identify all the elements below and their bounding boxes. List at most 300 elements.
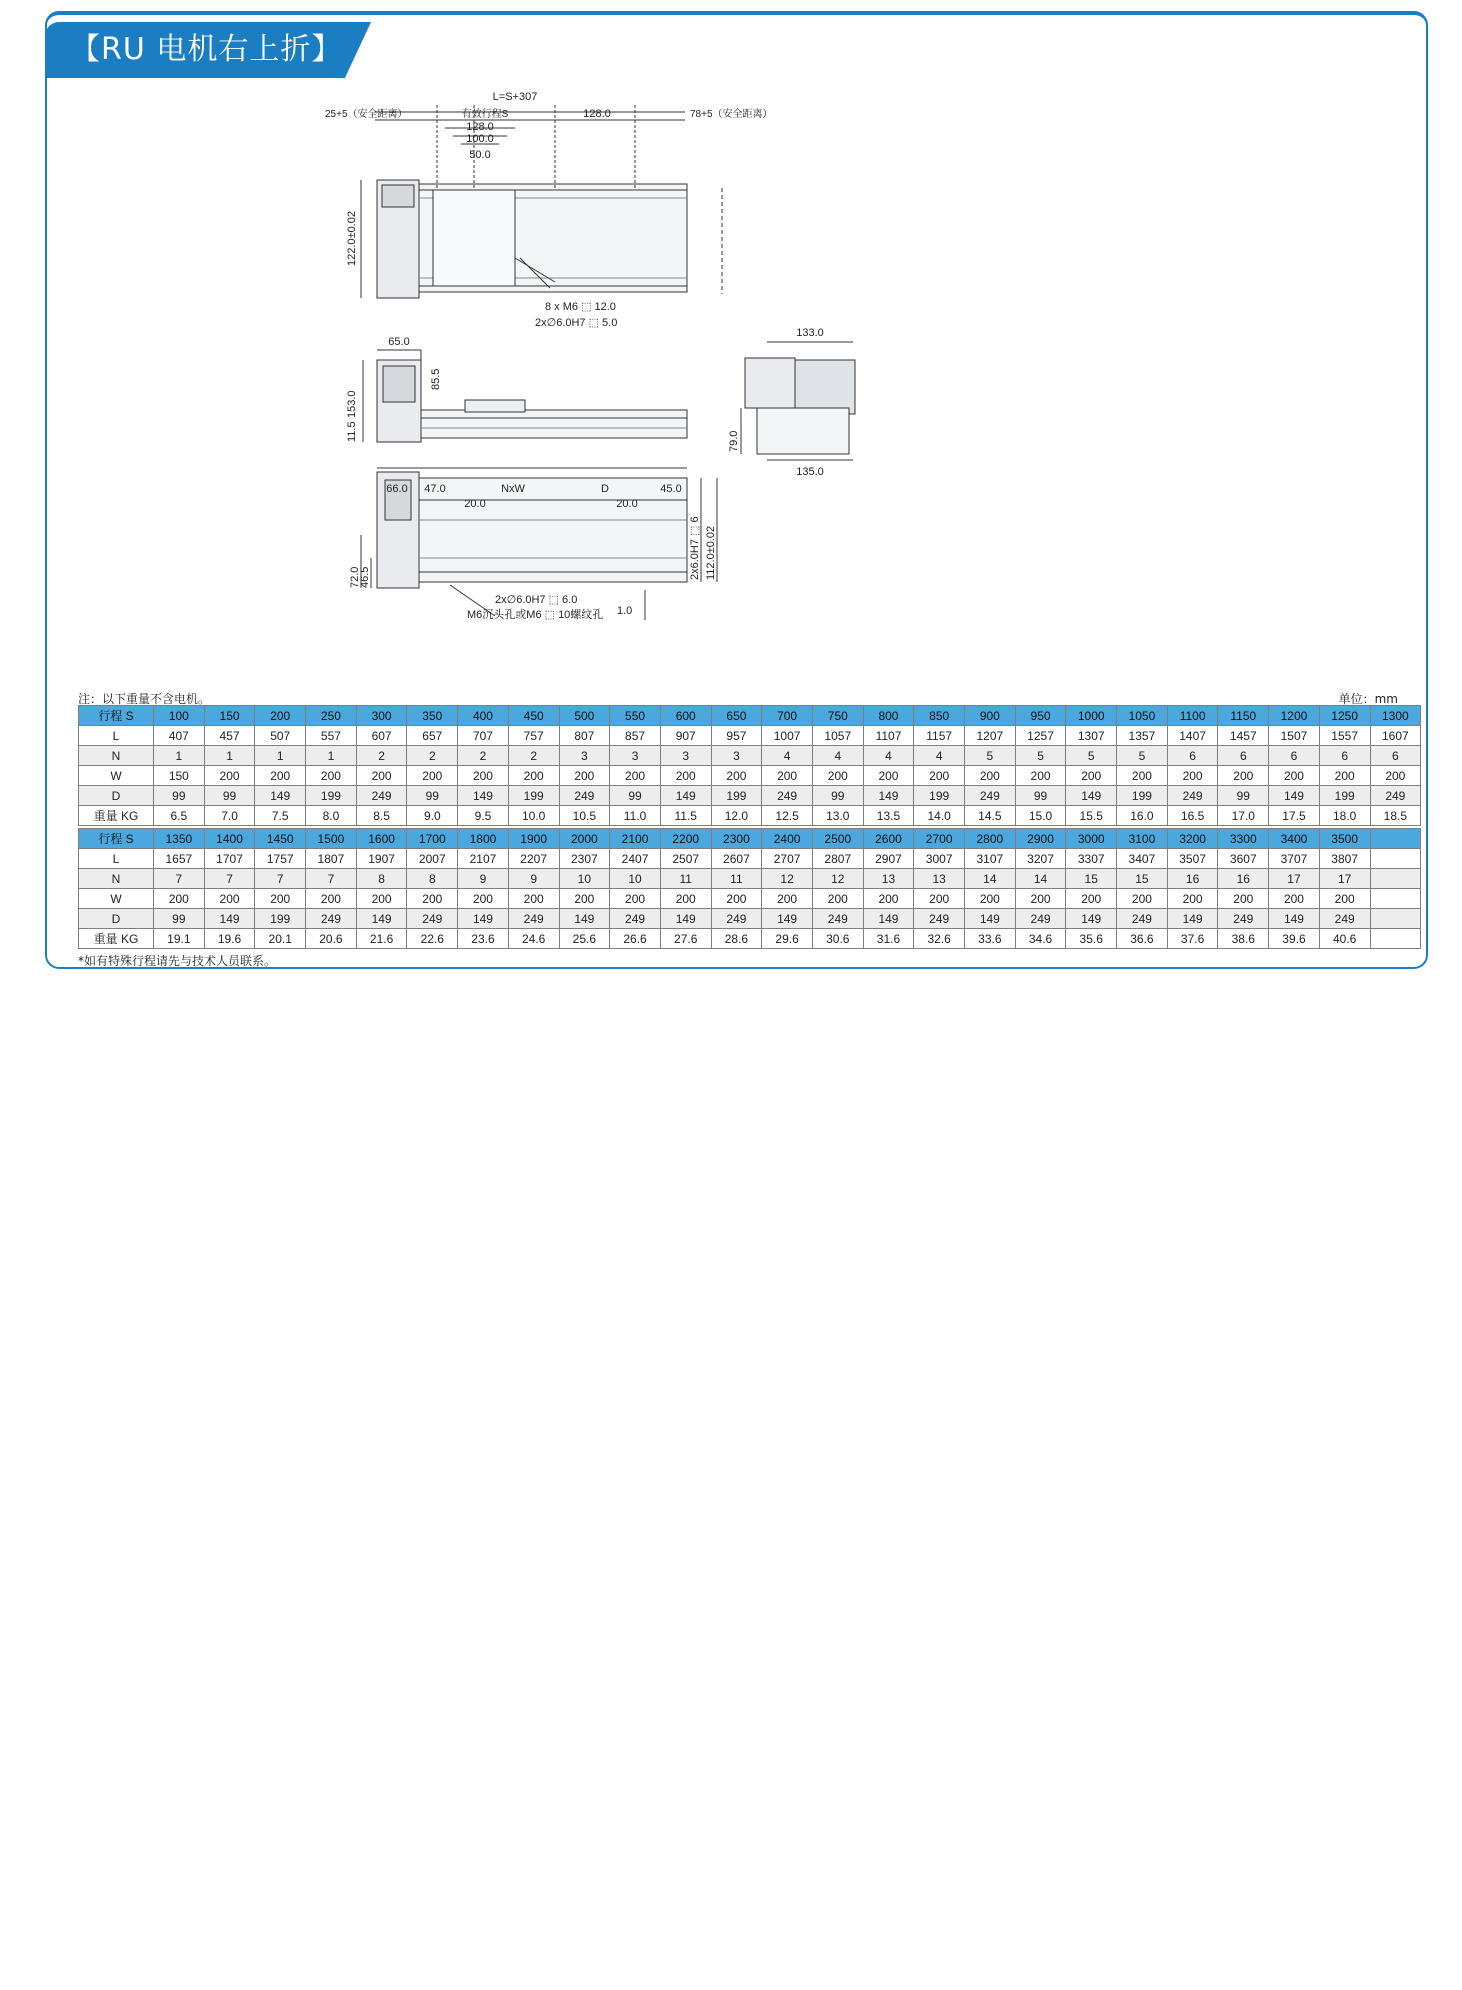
table-cell: 3500 (1319, 829, 1370, 849)
table-cell: 1400 (204, 829, 255, 849)
table-cell: 149 (1066, 909, 1117, 929)
table-cell: 40.6 (1319, 929, 1370, 949)
dim-135: 135.0 (796, 466, 824, 478)
table-cell: 200 (458, 766, 509, 786)
table-cell: 1050 (1117, 706, 1168, 726)
table-cell: 2407 (610, 849, 661, 869)
table-cell: 19.6 (204, 929, 255, 949)
table-cell: 12.0 (711, 806, 762, 826)
stroke-label: 有效行程S (461, 109, 509, 120)
height-112-label: 112.0±0.02 (705, 525, 717, 580)
table-cell: 1 (306, 746, 357, 766)
table-cell: 99 (154, 909, 205, 929)
table-cell: 15 (1117, 869, 1168, 889)
table-cell: 1057 (812, 726, 863, 746)
unit-note: 单位：mm (1338, 692, 1398, 706)
table-cell: 8 (407, 869, 458, 889)
table-cell: 21.6 (356, 929, 407, 949)
table-cell: 1707 (204, 849, 255, 869)
dim-66: 66.0 (386, 483, 408, 495)
dim-128: 128.0 (466, 121, 494, 133)
table-cell: 2 (356, 746, 407, 766)
table-cell: 200 (306, 766, 357, 786)
table-cell: 16 (1218, 869, 1269, 889)
table-cell: 200 (255, 706, 306, 726)
table-cell: 200 (1066, 889, 1117, 909)
row-label: D (79, 786, 154, 806)
table-cell: 99 (407, 786, 458, 806)
table-cell: 149 (1167, 909, 1218, 929)
table-cell: 150 (204, 706, 255, 726)
table-cell: 1450 (255, 829, 306, 849)
table-cell: 1557 (1319, 726, 1370, 746)
table-cell: 2700 (914, 829, 965, 849)
table-cell: 249 (559, 786, 610, 806)
table-cell: 16.5 (1167, 806, 1218, 826)
table-cell: 39.6 (1269, 929, 1320, 949)
table-cell (1370, 869, 1421, 889)
table-cell: 249 (610, 909, 661, 929)
table-cell: 200 (1269, 889, 1320, 909)
table-cell: 1200 (1269, 706, 1320, 726)
dim-46-5: 46.5 (359, 566, 371, 588)
table-cell: 249 (306, 909, 357, 929)
dim-133: 133.0 (796, 327, 824, 339)
table-cell: 20.6 (306, 929, 357, 949)
table-cell: 2300 (711, 829, 762, 849)
row-label: N (79, 869, 154, 889)
table-cell: 2 (508, 746, 559, 766)
pin-note-bottom: 2x∅6.0H7 ⬚ 6.0 (495, 594, 578, 606)
table-cell: 5 (1117, 746, 1168, 766)
table-cell: 149 (204, 909, 255, 929)
table-cell: 507 (255, 726, 306, 746)
table-cell: 200 (1015, 766, 1066, 786)
table-cell: 200 (965, 889, 1016, 909)
table-cell: 5 (965, 746, 1016, 766)
spec-table-2 (78, 828, 1421, 949)
table-cell: 13 (863, 869, 914, 889)
table-cell (1370, 909, 1421, 929)
dim-45: 45.0 (660, 483, 682, 495)
left-safety-label: 25+5（安全距离） (325, 109, 408, 120)
table-cell: 6 (1218, 746, 1269, 766)
table-cell: 7 (154, 869, 205, 889)
row-label: 重量 KG (79, 929, 154, 949)
table-cell: 607 (356, 726, 407, 746)
table-cell: 1107 (863, 726, 914, 746)
dim-128-top: 128.0 (583, 108, 611, 120)
table-cell: 1307 (1066, 726, 1117, 746)
table-cell: 1900 (508, 829, 559, 849)
table-cell: 1257 (1015, 726, 1066, 746)
table-cell: 149 (1269, 909, 1320, 929)
table-cell: 200 (1015, 889, 1066, 909)
table-cell: 200 (863, 766, 914, 786)
table-row (79, 726, 1421, 746)
table-row (79, 849, 1421, 869)
table-cell: 1150 (1218, 706, 1269, 726)
table-cell: 557 (306, 726, 357, 746)
table-cell: 15.5 (1066, 806, 1117, 826)
table-cell (1370, 829, 1421, 849)
dim-79: 79.0 (728, 430, 740, 452)
table-cell: 200 (1167, 766, 1218, 786)
table-cell: 30.6 (812, 929, 863, 949)
table-cell: 7 (255, 869, 306, 889)
table-cell: 3100 (1117, 829, 1168, 849)
table-cell: 200 (356, 889, 407, 909)
table-cell: 550 (610, 706, 661, 726)
table-cell: 99 (204, 786, 255, 806)
table-cell: 26.6 (610, 929, 661, 949)
table-cell: 400 (458, 706, 509, 726)
table-cell: 149 (660, 909, 711, 929)
table-cell: 1 (204, 746, 255, 766)
weight-note: 注：以下重量不含电机。 (78, 692, 211, 706)
table-cell: 200 (610, 889, 661, 909)
table-cell: 1 (255, 746, 306, 766)
footnote: *如有特殊行程请先与技术人员联系。 (78, 954, 277, 968)
table-cell: 15.0 (1015, 806, 1066, 826)
table-cell: 200 (306, 889, 357, 909)
table-cell: 200 (1167, 889, 1218, 909)
table-cell: 200 (914, 766, 965, 786)
table-cell: 200 (458, 889, 509, 909)
row-label: L (79, 726, 154, 746)
dim-72: 72.0 (349, 566, 361, 588)
table-cell: 907 (660, 726, 711, 746)
table-cell: 200 (610, 766, 661, 786)
table-cell: 3607 (1218, 849, 1269, 869)
table-cell: 1700 (407, 829, 458, 849)
table-cell: 32.6 (914, 929, 965, 949)
page-title: 【RU 电机右上折】 (70, 32, 343, 67)
table-cell: 857 (610, 726, 661, 746)
table-cell: 2000 (559, 829, 610, 849)
table-cell: 34.6 (1015, 929, 1066, 949)
table-cell: 1657 (154, 849, 205, 869)
table-cell: 17 (1319, 869, 1370, 889)
table-cell: 2500 (812, 829, 863, 849)
table-cell: 2600 (863, 829, 914, 849)
table-cell: 249 (356, 786, 407, 806)
table-cell: 4 (762, 746, 813, 766)
table-cell: 150 (154, 766, 205, 786)
table-cell: 1407 (1167, 726, 1218, 746)
table-cell: 249 (1370, 786, 1421, 806)
table-cell: 100 (154, 706, 205, 726)
table-cell: 199 (914, 786, 965, 806)
dim-20-a: 20.0 (464, 498, 486, 510)
dim-50: 50.0 (469, 149, 491, 161)
table-cell: 7 (204, 869, 255, 889)
table-cell: 23.6 (458, 929, 509, 949)
table-cell: 3 (711, 746, 762, 766)
table-row (79, 766, 1421, 786)
table-cell: 3007 (914, 849, 965, 869)
table-cell: 10 (610, 869, 661, 889)
table-cell: 657 (407, 726, 458, 746)
table-cell: 149 (1066, 786, 1117, 806)
table-row (79, 706, 1421, 726)
table-cell: 1607 (1370, 726, 1421, 746)
table-cell: 1457 (1218, 726, 1269, 746)
table-row (79, 869, 1421, 889)
table-cell: 700 (762, 706, 813, 726)
table-cell: 17.0 (1218, 806, 1269, 826)
table-cell: 9.5 (458, 806, 509, 826)
table-cell: 3300 (1218, 829, 1269, 849)
table-cell: 14.5 (965, 806, 1016, 826)
table-cell: 200 (508, 889, 559, 909)
table-cell: 500 (559, 706, 610, 726)
table-cell: 200 (1117, 766, 1168, 786)
height-122-label: 122.0±0.02 (346, 211, 358, 266)
table-cell: 13.5 (863, 806, 914, 826)
table-cell: 200 (204, 766, 255, 786)
table-cell: 1507 (1269, 726, 1320, 746)
table-cell: 650 (711, 706, 762, 726)
table-cell: 2707 (762, 849, 813, 869)
table-row (79, 829, 1421, 849)
row-label: 行程 S (79, 829, 154, 849)
table-cell: 3400 (1269, 829, 1320, 849)
table-cell: 7.5 (255, 806, 306, 826)
table-cell: 1157 (914, 726, 965, 746)
table-cell: 28.6 (711, 929, 762, 949)
table-cell: 200 (1319, 766, 1370, 786)
table-cell (1370, 889, 1421, 909)
table-cell: 1207 (965, 726, 1016, 746)
thread-note: 8 x M6 ⬚ 12.0 (545, 301, 616, 313)
table-cell: 200 (812, 889, 863, 909)
table-cell: 249 (1015, 909, 1066, 929)
table-cell: 14 (1015, 869, 1066, 889)
table-cell: 99 (1218, 786, 1269, 806)
table-cell: 2907 (863, 849, 914, 869)
table-cell: 149 (965, 909, 1016, 929)
table-cell: 149 (863, 786, 914, 806)
table-cell: 707 (458, 726, 509, 746)
table-cell: 200 (1218, 889, 1269, 909)
row-label: L (79, 849, 154, 869)
table-cell: 25.6 (559, 929, 610, 949)
table-cell: 9.0 (407, 806, 458, 826)
row-label: 重量 KG (79, 806, 154, 826)
table-cell: 200 (711, 766, 762, 786)
table-cell: 249 (965, 786, 1016, 806)
dim-20-b: 20.0 (616, 498, 638, 510)
table-cell: 1807 (306, 849, 357, 869)
table-cell: 7 (306, 869, 357, 889)
table-cell: 10.0 (508, 806, 559, 826)
table-cell: 12 (762, 869, 813, 889)
table-cell: 2800 (965, 829, 1016, 849)
table-cell: 149 (762, 909, 813, 929)
table-cell: 2 (458, 746, 509, 766)
table-cell: 29.6 (762, 929, 813, 949)
table-cell: 199 (306, 786, 357, 806)
table-cell: 200 (407, 889, 458, 909)
table-cell: 3 (660, 746, 711, 766)
dim-nxw: NxW (501, 483, 525, 495)
dim-11-5: 11.5 (346, 421, 358, 442)
table-cell: 1600 (356, 829, 407, 849)
table-row (79, 786, 1421, 806)
table-cell: 11 (711, 869, 762, 889)
table-cell: 200 (965, 766, 1016, 786)
table-cell: 18.5 (1370, 806, 1421, 826)
table-cell: 200 (711, 889, 762, 909)
table-cell: 249 (1167, 786, 1218, 806)
table-cell: 99 (1015, 786, 1066, 806)
table-cell: 5 (1015, 746, 1066, 766)
table-cell: 407 (154, 726, 205, 746)
table-cell: 200 (660, 889, 711, 909)
table-cell: 9 (458, 869, 509, 889)
table-cell: 2100 (610, 829, 661, 849)
table-cell: 199 (1319, 786, 1370, 806)
table-cell: 200 (407, 766, 458, 786)
table-cell: 200 (812, 766, 863, 786)
table-cell: 3807 (1319, 849, 1370, 869)
table-cell: 14 (965, 869, 1016, 889)
table-cell: 2007 (407, 849, 458, 869)
table-cell: 200 (914, 889, 965, 909)
pin-note-top: 2x∅6.0H7 ⬚ 5.0 (535, 317, 618, 329)
table-cell: 1000 (1066, 706, 1117, 726)
table-cell: 1100 (1167, 706, 1218, 726)
table-cell: 199 (1117, 786, 1168, 806)
table-cell: 350 (407, 706, 458, 726)
table-cell: 36.6 (1117, 929, 1168, 949)
table-cell: 149 (660, 786, 711, 806)
table-cell: 1357 (1117, 726, 1168, 746)
table-cell: 3000 (1066, 829, 1117, 849)
table-cell: 37.6 (1167, 929, 1218, 949)
table-cell: 200 (154, 889, 205, 909)
table-cell: 38.6 (1218, 929, 1269, 949)
table-cell: 10 (559, 869, 610, 889)
table-cell: 17.5 (1269, 806, 1320, 826)
table-row (79, 909, 1421, 929)
table-row (79, 889, 1421, 909)
table-cell: 200 (762, 889, 813, 909)
table-cell: 3707 (1269, 849, 1320, 869)
table-cell: 249 (762, 786, 813, 806)
table-cell: 3307 (1066, 849, 1117, 869)
table-cell: 200 (559, 766, 610, 786)
table-cell: 249 (711, 909, 762, 929)
table-cell: 149 (356, 909, 407, 929)
table-cell: 199 (255, 909, 306, 929)
table-cell: 457 (204, 726, 255, 746)
technical-drawing (325, 80, 1105, 680)
table-cell: 35.6 (1066, 929, 1117, 949)
table-cell: 20.1 (255, 929, 306, 949)
table-cell: 15 (1066, 869, 1117, 889)
table-cell: 600 (660, 706, 711, 726)
dim-85-5: 85.5 (430, 368, 442, 390)
table-cell: 3507 (1167, 849, 1218, 869)
table-cell: 3 (610, 746, 661, 766)
table-cell: 249 (1319, 909, 1370, 929)
table-cell: 249 (1218, 909, 1269, 929)
table-cell: 200 (559, 889, 610, 909)
table-cell: 13 (914, 869, 965, 889)
table-cell: 11.5 (660, 806, 711, 826)
table-cell: 33.6 (965, 929, 1016, 949)
table-cell: 6 (1319, 746, 1370, 766)
row-label: W (79, 766, 154, 786)
table-cell: 3200 (1167, 829, 1218, 849)
row-label: N (79, 746, 154, 766)
table-cell: 8.0 (306, 806, 357, 826)
table-cell: 957 (711, 726, 762, 746)
table-cell: 850 (914, 706, 965, 726)
table-cell: 1907 (356, 849, 407, 869)
table-cell: 249 (914, 909, 965, 929)
row-label: D (79, 909, 154, 929)
table-cell: 200 (1319, 889, 1370, 909)
dim-100: 100.0 (466, 133, 494, 145)
table-cell: 99 (154, 786, 205, 806)
table-cell: 17 (1269, 869, 1320, 889)
table-cell: 2507 (660, 849, 711, 869)
table-cell: 16.0 (1117, 806, 1168, 826)
table-cell: 1350 (154, 829, 205, 849)
table-cell: 199 (711, 786, 762, 806)
table-cell: 31.6 (863, 929, 914, 949)
table-cell: 12 (812, 869, 863, 889)
table-cell: 149 (458, 909, 509, 929)
table-cell: 18.0 (1319, 806, 1370, 826)
table-cell: 807 (559, 726, 610, 746)
table-cell: 2807 (812, 849, 863, 869)
table-cell: 1 (154, 746, 205, 766)
table-cell: 27.6 (660, 929, 711, 949)
table-cell: 3107 (965, 849, 1016, 869)
row-label: 行程 S (79, 706, 154, 726)
table-row (79, 929, 1421, 949)
table-cell: 22.6 (407, 929, 458, 949)
table-cell: 2200 (660, 829, 711, 849)
table-cell: 1250 (1319, 706, 1370, 726)
table-cell: 2900 (1015, 829, 1066, 849)
table-cell: 950 (1015, 706, 1066, 726)
table-cell: 900 (965, 706, 1016, 726)
table-cell: 200 (660, 766, 711, 786)
table-cell: 757 (508, 726, 559, 746)
table-cell: 4 (863, 746, 914, 766)
table-cell: 10.5 (559, 806, 610, 826)
table-cell: 6 (1167, 746, 1218, 766)
table-cell: 1800 (458, 829, 509, 849)
table-cell: 4 (914, 746, 965, 766)
table-cell: 3207 (1015, 849, 1066, 869)
table-cell: 12.5 (762, 806, 813, 826)
table-cell: 2107 (458, 849, 509, 869)
table-cell: 149 (1269, 786, 1320, 806)
table-cell: 149 (863, 909, 914, 929)
table-row (79, 746, 1421, 766)
table-cell: 200 (255, 889, 306, 909)
table-cell: 24.6 (508, 929, 559, 949)
table-cell: 11 (660, 869, 711, 889)
spec-table-1 (78, 705, 1421, 826)
table-cell: 2607 (711, 849, 762, 869)
